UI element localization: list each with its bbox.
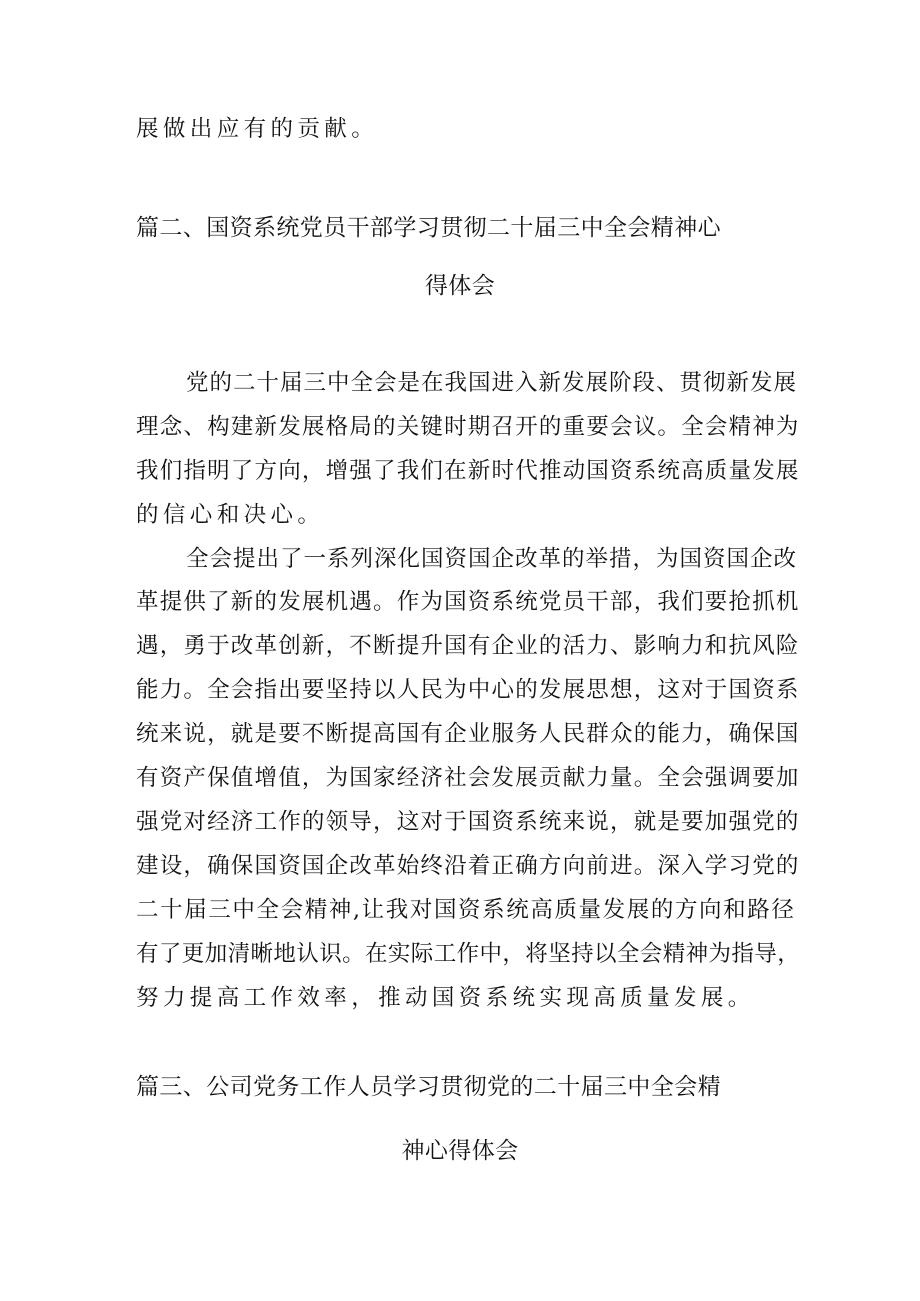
paragraph-line: 强党对经济工作的领导，这对于国资系统来说，就是要加强党的 [136, 809, 800, 835]
section3-title-line2: 神心得体会 [401, 1138, 519, 1164]
section2-title-line2: 得体会 [424, 273, 496, 299]
paragraph-line: 努力提高工作效率，推动国资系统实现高质量发展。 [136, 985, 755, 1011]
paragraph-line: 有资产保值增值，为国家经济社会发展贡献力量。全会强调要加 [136, 765, 800, 791]
carryover-line: 展做出应有的贡献。 [136, 116, 379, 142]
paragraph-line: 统来说，就是要不断提高国有企业服务人民群众的能力，确保国 [136, 721, 800, 747]
paragraph-line: 我们指明了方向，增强了我们在新时代推动国资系统高质量发展 [136, 458, 800, 484]
paragraph-line: 革提供了新的发展机遇。作为国资系统党员干部，我们要抢抓机 [136, 589, 800, 615]
paragraph-line: 全会提出了一系列深化国资国企改革的举措，为国资国企改 [186, 546, 798, 572]
paragraph-line: 二十届三中全会精神,让我对国资系统高质量发展的方向和路径 [136, 897, 796, 923]
paragraph-line: 能力。全会指出要坚持以人民为中心的发展思想，这对于国资系 [136, 677, 800, 703]
paragraph-line: 有了更加清晰地认识。在实际工作中，将坚持以全会精神为指导， [136, 941, 801, 967]
paragraph-line: 党的二十届三中全会是在我国进入新发展阶段、贯彻新发展 [186, 370, 798, 396]
paragraph-line: 遇，勇于改革创新，不断提升国有企业的活力、影响力和抗风险 [136, 633, 800, 659]
paragraph-line: 理念、构建新发展格局的关键时期召开的重要会议。全会精神为 [136, 414, 800, 440]
section3-title-line1: 篇三、公司党务工作人员学习贯彻党的二十届三中全会精 [136, 1074, 721, 1100]
paragraph-line: 建设，确保国资国企改革始终沿着正确方向前进。深入学习党的 [136, 853, 800, 879]
paragraph-line: 的信心和决心。 [136, 502, 325, 528]
section2-title-line1: 篇二、国资系统党员干部学习贯彻二十届三中全会精神心 [136, 215, 721, 241]
